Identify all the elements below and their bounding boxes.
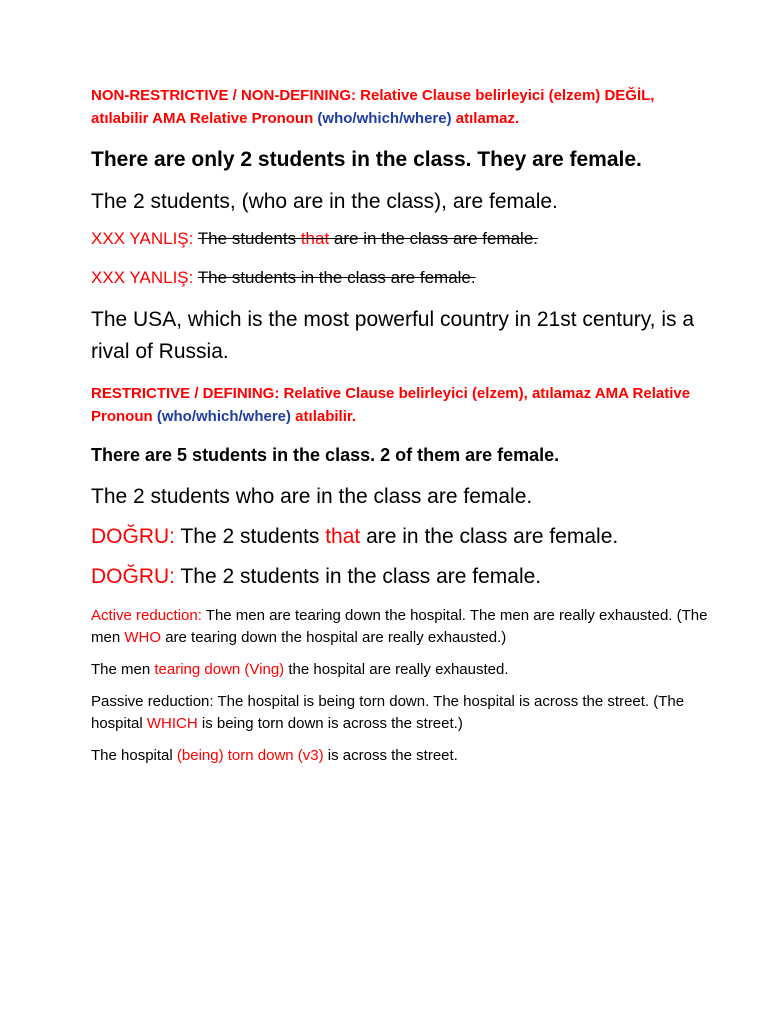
heading-text-end: atılamaz. [451, 110, 520, 127]
passive-text: Passive reduction: The hospital is being torn down. The hospital is across the street. (The hospital [91, 693, 685, 732]
active-reduction-label: Active reduction: [91, 607, 202, 624]
wrong-label: XXX YANLIŞ: [91, 229, 194, 248]
active-text: The men are tearing down the hospital. The men are really exhausted. (The men [91, 607, 708, 646]
result-text-end: the hospital are really exhausted. [284, 661, 509, 678]
nonrestrictive-context: There are only 2 students in the class. They are female. [91, 148, 642, 171]
heading-text-end: atılabilir. [291, 408, 357, 425]
highlight-that: that [300, 229, 330, 248]
result-text-end: is across the street. [323, 747, 458, 764]
highlight-v3: (being) torn down (v3) [176, 747, 324, 764]
correct-label: DOĞRU: [91, 525, 175, 548]
heading-text: NON-RESTRICTIVE / NON-DEFINING: Relative Clause belirleyici (elzem) DEĞİL, atılabilir AMA Relative Pronoun [91, 87, 655, 127]
restrictive-context: There are 5 students in the class. 2 of them are female. [91, 445, 560, 465]
wrong-example-1 [91, 226, 708, 252]
correct-example-2 [91, 561, 708, 593]
heading-text: RESTRICTIVE / DEFINING: Relative Clause belirleyici (elzem), atılamaz AMA Relative Pronoun [91, 385, 691, 425]
passive-reduction-paragraph [91, 691, 708, 735]
passive-reduction-result [91, 745, 708, 767]
highlight-who: WHO [124, 629, 162, 646]
highlight-that: that [325, 525, 361, 548]
correct-text: The 2 students [175, 525, 326, 548]
struck-sentence [198, 229, 538, 248]
relative-pronouns: (who/which/where) [317, 110, 452, 127]
result-text: The hospital [91, 747, 177, 764]
relative-pronouns: (who/which/where) [156, 408, 292, 425]
correct-text-end: are in the class are female. [360, 525, 619, 548]
nonrestrictive-heading [91, 84, 708, 130]
wrong-label: XXX YANLIŞ: [91, 268, 194, 287]
active-reduction-result [91, 659, 708, 681]
correct-example-1 [91, 521, 708, 553]
restrictive-example: The 2 students who are in the class are female. [91, 485, 533, 508]
highlight-ving: tearing down (Ving) [154, 661, 285, 678]
highlight-which: WHICH [146, 715, 198, 732]
passive-text-end: is being torn down is across the street.) [197, 715, 463, 732]
struck-text: The students [197, 229, 301, 248]
correct-label: DOĞRU: [91, 565, 175, 588]
active-text-end: are tearing down the hospital are really exhausted.) [161, 629, 507, 646]
nonrestrictive-correct-example: The 2 students, (who are in the class), are female. [91, 190, 558, 213]
correct-text: The 2 students in the class are female. [175, 565, 542, 588]
usa-example: The USA, which is the most powerful country in 21st century, is a rival of Russia. [91, 308, 695, 363]
restrictive-heading [91, 382, 708, 428]
result-text: The men [91, 661, 155, 678]
active-reduction-paragraph [91, 605, 708, 649]
struck-text-end: are in the class are female. [329, 229, 538, 248]
struck-sentence: The students in the class are female. [197, 268, 476, 287]
wrong-example-2 [91, 265, 708, 291]
